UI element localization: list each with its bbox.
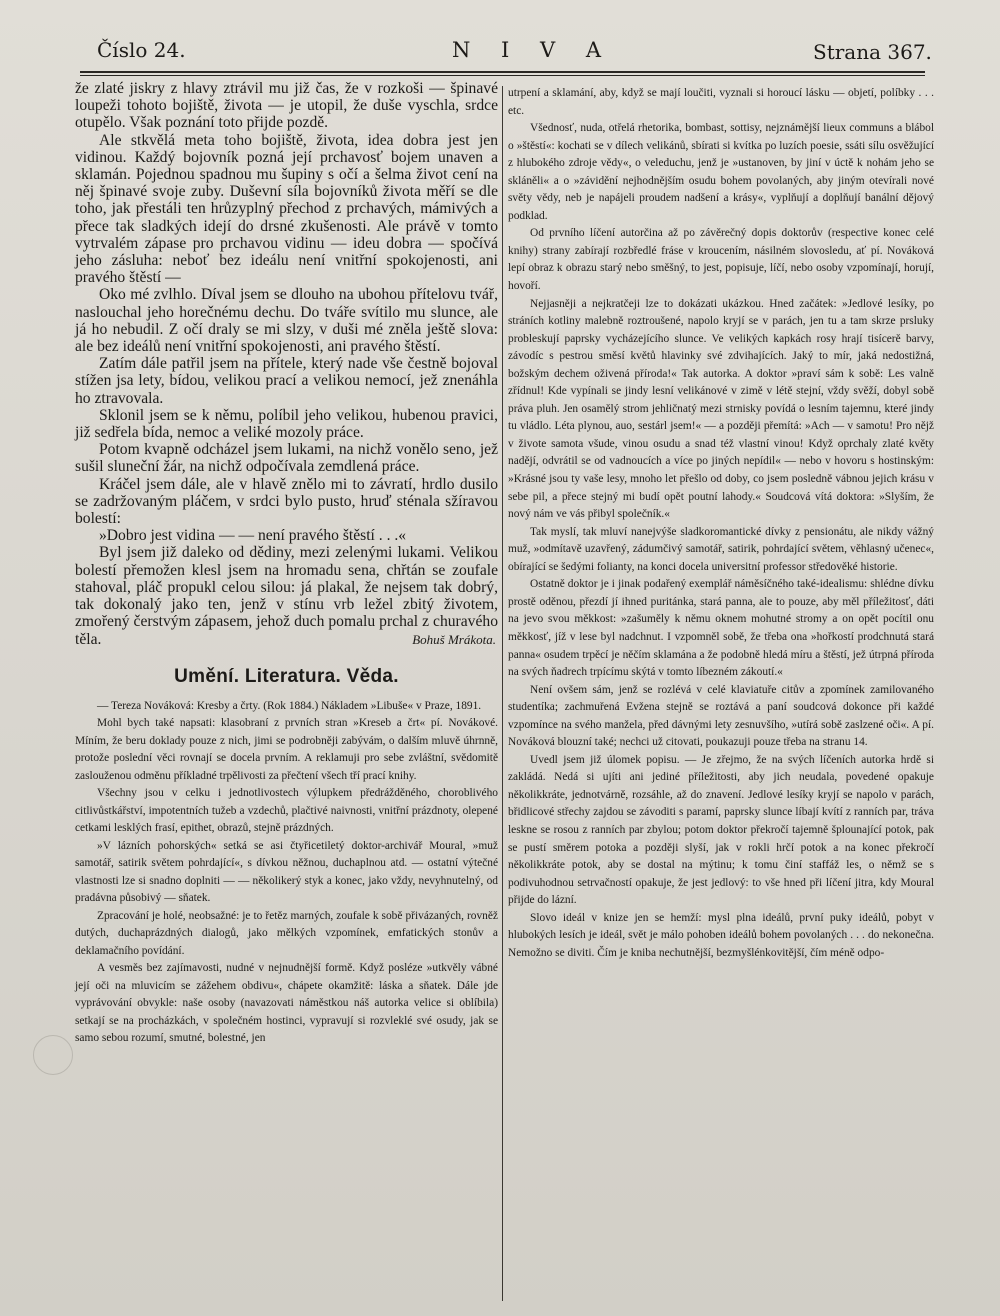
right-column (508, 85, 934, 962)
issue-number: Číslo 24. (97, 38, 186, 62)
review-paragraph: Není ovšem sám, jenž se rozlévá v celé klaviatuře citův a zpomínek zamilovaného studentíka; zachmuřená Evžena stejně se roztává a paní soudcová dokonce při každé vzpomínce na svého manžela, před dávnými lety zesnuvšího, »utírá sobě zaslzené oči«. A pí. Nováková blouzní také; nechci už citovati, poukazuji pouze třeba na stranu 14. (508, 683, 934, 749)
review-paragraph: Slovo ideál v knize jen se hemží: mysl plna ideálů, první puky ideálů, pobyt v hlubokých lesích je ideál, svět je málo pohoben ideálů bohem povolaných . . . do nekonečna. Nemožno se diviti. Čím je kniba nechutnější, bezmyšlénkovitější, čím méně odpo- (508, 911, 934, 959)
author-signature: Bohuš Mrákota. (412, 631, 496, 647)
story-paragraph: Sklonil jsem se k němu, políbil jeho velikou, hubenou pravici, již sedřela bída, nemoc a veliké mozoly práce. (75, 406, 498, 442)
header-rule (80, 71, 925, 73)
story-paragraph: Potom kvapně odcházel jsem lukami, na nichž vonělo seno, jež sušil sluneční žár, na nichž odpočívala zemdlená práce. (75, 441, 498, 476)
column-divider (502, 86, 503, 1301)
library-stamp (33, 1035, 73, 1075)
story-paragraph: Oko mé zvlhlo. Díval jsem se dlouho na ubohou přítelovu tvář, naslouchal jeho horečnému dechu. Do tváře svítilo mu slunce, ale já ho nebudil. Z očí draly se mi slzy, v duši mé zněla ještě slova: ale bez ideálů není vnitřní spokojenosti, ani pravého štěstí. (75, 286, 498, 356)
journal-title: N I V A (452, 38, 614, 62)
story-paragraph: že zlaté jiskry z hlavy ztrávil mu již čas, že v rozkoši — špinavé loupeži tohoto bojiště, života — je utopil, že duše vyschla, srdce otupělo. Však poznání toto přijde pozdě. (75, 80, 498, 132)
story-text (75, 80, 498, 648)
section-title: Umění. Literatura. Věda. (174, 665, 399, 687)
review-paragraph: Mohl bych také napsati: klasobraní z prvních stran »Kreseb a črt« pí. Novákové. Míním, že beru doklady pouze z nich, jimi se podrobněji zabývám, o dalším mluvě úhrnně, protože poslední věci rovnají se docela prvním. A reklamuji pro sebe zvláštní, svědomitě zaslouženou odměnu příkladné trpělivosti za přečtení všech tří prací knihy. (75, 717, 498, 782)
story-paragraph: Zatím dále patřil jsem na přítele, který nade vše čestně bojoval stížen jsa lety, bídou, velikou prací a velikou nemocí, jež znenáhla ho ztravovala. (75, 355, 498, 407)
review-paragraph: Uvedl jsem již úlomek popisu. — Je zřejmo, že na svých líčeních autorka hrdě si zakládá. Nedá si ujíti ani jediné příležitosti, aby jich neudala, povedené opakuje několikkráte, jednotvárně, rozsáhle, až do znavení. Jedlové lesíky kryjí se napolo v parách, břidlicové střechy zajdou se závoditi s paramí, paprsky slunce líbají kvítí z ranních par, tráva leskne se rosou z ranních par zbylou; potom doktor překročí tajemně šplounající potok, pak se pustí směrem potoka a později slyší, jak v rokli hrčí potok a na konec překročí několikkráte potok, aby se dostal na mýtinu; k tomu činí staffáž les, o němž se s podivuhodnou setrvačností opakuje, že jest jedlový: to vše hned při líčení jitra, kdy Moural přijde do lázní. (508, 753, 934, 907)
review-paragraph: Všechny jsou v celku i jednotlivostech výlupkem předrážděného, choroblivého citlivůstkářství, impotentních tužeb a vzdechů, plačtivé naivnosti, vnitřní prázdnoty, olepené cetkami lesklých frasí, epithet, obrazů, stejně prázdných. (75, 787, 498, 835)
review-paragraph: utrpení a sklamání, aby, když se mají loučiti, vyznali si horoucí lásku — objetí, políbky . . . etc. (508, 87, 934, 117)
left-column (75, 80, 498, 1048)
review-paragraph: Ostatně doktor je i jinak podařený exemplář náměsíčného také-idealismu: shlédne dívku prostě oděnou, přezdí jí ihned puritánka, stará panna, ale to pouze, aby měl příležitosť, dáti na jevo svou měkkost: »zašuměly k němu oknem mohutné stromy a on opět pocítil onu měkkosť, jíž v lese byl nadchnut. I vzpomněl sobě, že třeba ona »hořkostí prodchnutá stará panna« osudem trpěcí je něčím sklamána a že podobně hledá míru a štěstí, jež útrpná příroda na svých ňadrech trpícímu skýtá v tomto líbezném zákoutí.« (508, 578, 934, 679)
review-text (75, 698, 498, 1048)
header-rule-thin (80, 75, 925, 76)
story-quote: »Dobro jest vidina — — není pravého štěstí . . .« (99, 527, 407, 545)
review-paragraph: Nejjasněji a nejkratčeji lze to dokázati ukázkou. Hned začátek: »Jedlové lesíky, po stráních kotliny malebně roztroušené, napolo kryjí se v parách, jen tu a tam skrze prsluky probleskují paprsky vycházejícího slunce. Ve velikých kapkách rosy hrají tisícerě barvy, závodíc s pestrou směsí květů hlavinky své zdvihajících. Jaký to mír, jaká nedostižná, božským dechem oživená příroda!« Tak autorka. A doktor »praví sám k sobě: Les valně zřídnul! Kde vypínali se jindy lesní velikánové v zimě v létě stejní, vždy svěží, dobyl sobě práva pluh. Jen osamělý strom jehličnatý mezi strnisky povídá o lesním tajemnu, které jindy tu vládlo. Léta plynou, auo, sestárl jsem!« — a později přemítá: »Ach — v samotu! Pro nějž v živote samota všude, vinou osudu a snad též vlastní vinou! Když oprchaly zlaté květy nadějí, odvrátil se od vadnoucích a více po jiných nepídil« — nebo v hovoru s hostinským: »Krásné jsou ty vaše lesy, mnoho let přešlo od doby, co jsem posledně vábnou jejich krásu v sebe pil, a přece stejný mi budí opět poutní lahody.« Soudcová vítá doktora: »Slyším, že nový nám ve vás přibyl společník.« (508, 297, 934, 521)
story-paragraph: Byl jsem již daleko od dědiny, mezi zelenými lukami. Velikou bolestí přemožen klesl jsem na hromadu sena, chřtán se zoufale stahoval, pláč propukl celou silou: já plakal, že nejsem tak dobrý, tak dokonalý jako ten, jenž v stínu vrb ležel zbitý životem, zmořený čerstvým zápasem, jehož duch pomalu prchal z churavého těla. (75, 544, 498, 648)
review-paragraph: A vesměs bez zajímavosti, nudné v nejnudnější formě. Když posléze »utkvěly vábné její oči na mluvicím se zážehem obdivu«, chápete okamžitě: láska a sňatek. Dále jde vyprávování obvykle: naše osoby (navazovati náměstkou náš autorka velice si oblíbila) setkají se na procházkách, v společném hostinci, vypravují si rozvleklé své osudy, jak se samo sebou rozumí, smutné, bolestné, jen (75, 962, 498, 1045)
review-paragraph: Zpracování je holé, neobsažné: je to řetěz marných, zoufale k sobě přivázaných, rovněž dutých, duchaprázdných dialogů, jako mělkých vzpomínek, emfatických stonův a deklamačního povídání. (75, 909, 498, 957)
review-paragraph: Všednosť, nuda, otřelá rhetorika, bombast, sottisy, nejznámější lieux communs a blábol o »štěstí«: kochati se v dílech velikánů, sbírati si kvítka po luzích poesie, ssáti sílu osvěžující z hlubokého zdroje vědy«, o veleduchu, jenž je »ustanoven, by jiní v úctě k nohám jeho se skláněli« a o »závidění nejhodnějším osudu bohem povolaných, aby jiným otevírali nové světy vědy, neb je napájeli proudem nadšení a krásy«, vyplňují a doplňují banální dějový podklad. (508, 122, 934, 222)
review-paragraph: Tak myslí, tak mluví nanejvýše sladkoromantické dívky z pensionátu, ale nikdy vážný muž, »odmítavě uzavřený, zádumčivý samotář, satirik, pohrdající světem, věhlasný učenec«, obírající se šedými folianty, na konci docela universitní professor středověké historie. (508, 525, 934, 573)
page-number: Strana 367. (813, 40, 932, 64)
review-paragraph: Od prvního líčení autorčina až po závěrečný dopis doktorův (respective konec celé knihy) strany zabírají rozbředlé fráse v kroucením, násilném slovosledu, ať pí. Nováková lepí obraz k obrazu starý nebo směšný, to jest, popisuje, líčí, nebo osoby vzpomínají, horují, hovoří. (508, 227, 934, 293)
story-paragraph: Kráčel jsem dále, ale v hlavě znělo mi to závratí, hrdlo dusilo se zadržovaným pláčem, v srdci bylo pusto, hruď sténala sžíravou bolestí: (75, 475, 498, 528)
review-heading: — Tereza Nováková: Kresby a črty. (Rok 1884.) Nákladem »Libuše« v Praze, 1891. (97, 699, 482, 712)
story-paragraph: Ale stkvělá meta toho bojiště, života, idea dobra jest jen vidinou. Každý bojovník pozná její prchavosť bojem unaven a sklamán. Pojednou spadnou mu šupiny s očí a šelma život cení na něj špinavé svoje zuby. Duševní síla bojovníků života měří se dle toho, jak přestáli ten hrůzyplný přechod z prchavých, mámivých a přece tak sladkých idejí do drsné zkušenosti. Ale právě v tomto vytrvalém zápase pro prchavou vidinu — ideu dobra — spočívá jeho zásluha: neboť bez ideálu není vnitřní spokojenosti, ani pravého štěstí — (75, 131, 498, 287)
review-paragraph: »V lázních pohorských« setká se asi čtyřicetiletý doktor-archivář Moural, »muž samotář, satirik světem pohrdající«, s dívkou něžnou, duchaplnou atd. — ostatní výtečné vlastnosti lze si snadno doplniti — — několikerý styk a konec, jako vždy, nevyhnutelný, od pradávna působivý — sňatek. (75, 839, 498, 905)
